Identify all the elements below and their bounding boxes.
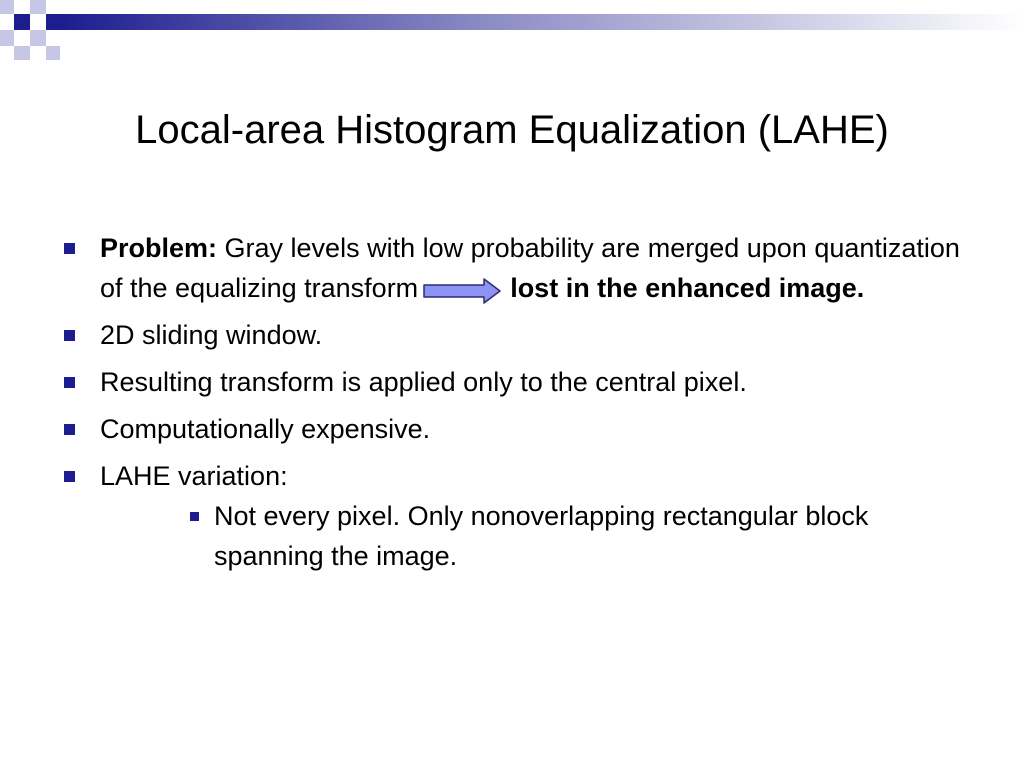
square-bullet-icon <box>64 330 75 341</box>
header-square <box>30 30 46 46</box>
header-square <box>46 14 60 30</box>
square-bullet-icon <box>64 424 75 435</box>
bullet-item-expensive <box>62 409 972 449</box>
header-square <box>14 46 30 60</box>
header-square <box>46 46 60 60</box>
bullet-item-problem <box>62 228 972 308</box>
square-sub-bullet-icon <box>190 512 199 521</box>
header-square <box>0 30 14 46</box>
square-bullet-icon <box>64 243 75 254</box>
bullet-tail: lost in the enhanced image. <box>510 273 865 303</box>
bullet-item-lahe-variation <box>62 456 972 576</box>
slide-title: Local-area Histogram Equalization (LAHE) <box>135 108 889 152</box>
header-gradient-band <box>60 14 1024 30</box>
sub-bullet-item <box>190 496 934 576</box>
square-bullet-icon <box>64 377 75 388</box>
bullet-text: Gray levels with low probability are merged upon quantization of the equalizing transform <box>100 233 960 303</box>
bullet-text: LAHE variation: <box>100 461 288 491</box>
right-arrow-icon <box>422 275 504 301</box>
bullet-text: Resulting transform is applied only to the central pixel. <box>100 367 747 397</box>
bullet-text: 2D sliding window. <box>100 320 323 350</box>
square-bullet-icon <box>64 471 75 482</box>
bullet-list <box>62 228 972 583</box>
header-square <box>0 0 14 14</box>
bullet-lead: Problem: <box>100 233 218 263</box>
header-square <box>14 14 30 30</box>
sub-bullet-list <box>100 496 972 576</box>
right-arrow-shape <box>424 279 500 303</box>
sub-bullet-text: Not every pixel. Only nonoverlapping rectangular block spanning the image. <box>214 501 869 571</box>
bullet-item-central-pixel <box>62 362 972 402</box>
bullet-item-sliding-window <box>62 315 972 355</box>
bullet-text: Computationally expensive. <box>100 414 431 444</box>
header-square <box>30 0 46 14</box>
header-decoration <box>0 0 1024 62</box>
